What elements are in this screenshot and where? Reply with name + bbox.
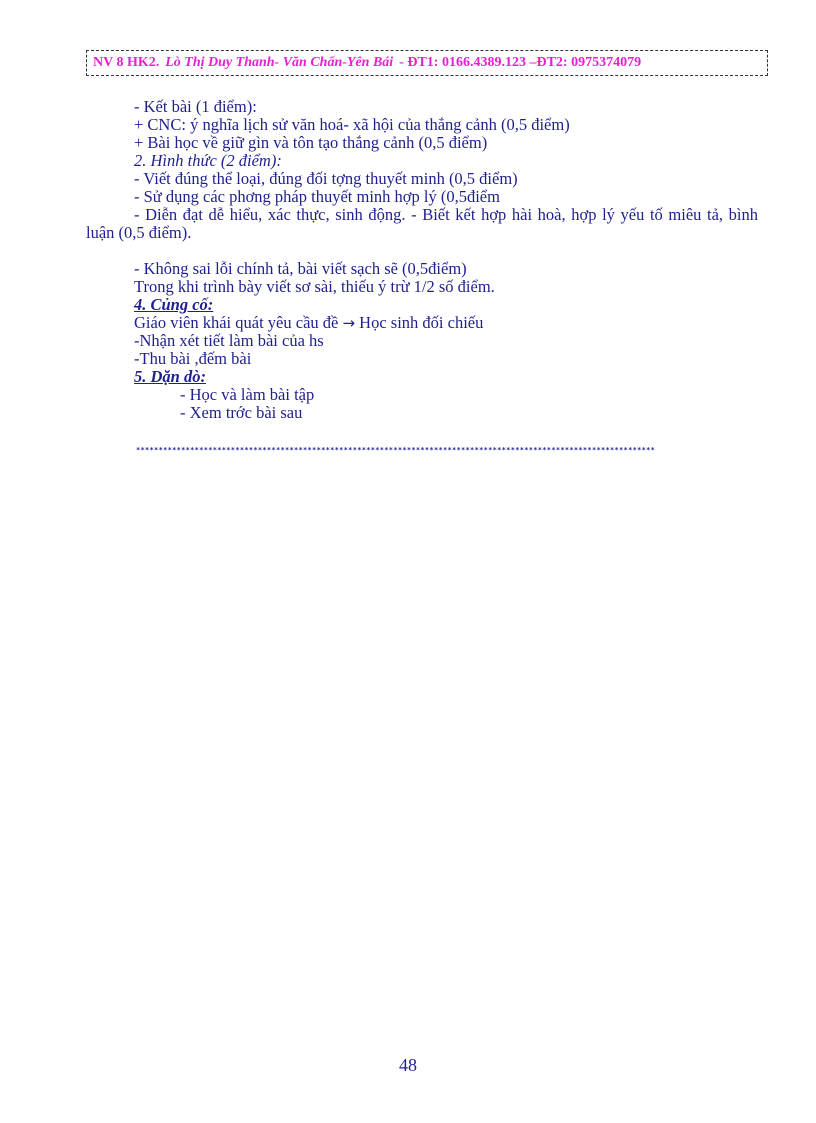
- chinh-ta-line: - Không sai lỗi chính tả, bài viết sạch sẽ (0,5điểm): [134, 259, 467, 278]
- hoc-bai-line: - Học và làm bài tập: [180, 385, 315, 404]
- page-number: 48: [399, 1055, 417, 1075]
- dan-do-heading: [86, 368, 758, 386]
- header-author: Lò Thị Duy Thanh- Văn Chấn-Yên Bái: [165, 55, 394, 70]
- spacer: [86, 242, 758, 260]
- dien-dat-paragraph: - Diễn đạt dễ hiểu, xác thực, sinh động. - Biết kết hợp hài hoà, hợp lý yếu tố miêu tả, bình luận (0,5 điểm).: [86, 205, 758, 242]
- hinh-thuc-heading: 2. Hình thức (2 điểm):: [134, 151, 282, 170]
- the-loai-line: - Viết đúng thể loại, đúng đối tợng thuyết minh (0,5 điểm): [134, 169, 518, 188]
- cung-co-heading-text: 4. Củng cố:: [134, 295, 214, 314]
- document-body: [86, 98, 758, 422]
- cnc-line: + CNC: ý nghĩa lịch sử văn hoá- xã hội của thắng cảnh (0,5 điểm): [134, 115, 570, 134]
- giao-vien-line: [86, 314, 758, 332]
- bai-hoc-line: + Bài học về giữ gìn và tôn tạo thắng cảnh (0,5 điểm): [134, 133, 488, 152]
- header-phones: - ĐT1: 0166.4389.123 –ĐT2: 0975374079: [399, 55, 642, 70]
- arrow-right-icon: →: [342, 314, 356, 332]
- header-course: NV 8 HK2.: [93, 55, 160, 70]
- thu-bai-line: -Thu bài ,đếm bài: [134, 349, 252, 368]
- ket-bai-line: - Kết bài (1 điểm):: [134, 97, 257, 116]
- doi-chieu-text: Học sinh đối chiếu: [359, 313, 484, 332]
- nhan-xet-line: -Nhận xét tiết làm bài của hs: [134, 331, 324, 350]
- cung-co-heading: [86, 296, 758, 314]
- star-separator: *******************************************************************************************************************: [136, 446, 656, 454]
- so-sai-line: Trong khi trình bày viết sơ sài, thiếu ý trừ 1/2 số điểm.: [134, 277, 495, 296]
- page-header: [86, 50, 768, 76]
- xem-truoc-line: - Xem trớc bài sau: [180, 403, 303, 422]
- giao-vien-text: Giáo viên khái quát yêu cầu đề: [134, 313, 339, 332]
- dan-do-heading-text: 5. Dặn dò:: [134, 367, 206, 386]
- phuong-phap-line: - Sử dụng các phơng pháp thuyết minh hợp lý (0,5điểm: [134, 187, 500, 206]
